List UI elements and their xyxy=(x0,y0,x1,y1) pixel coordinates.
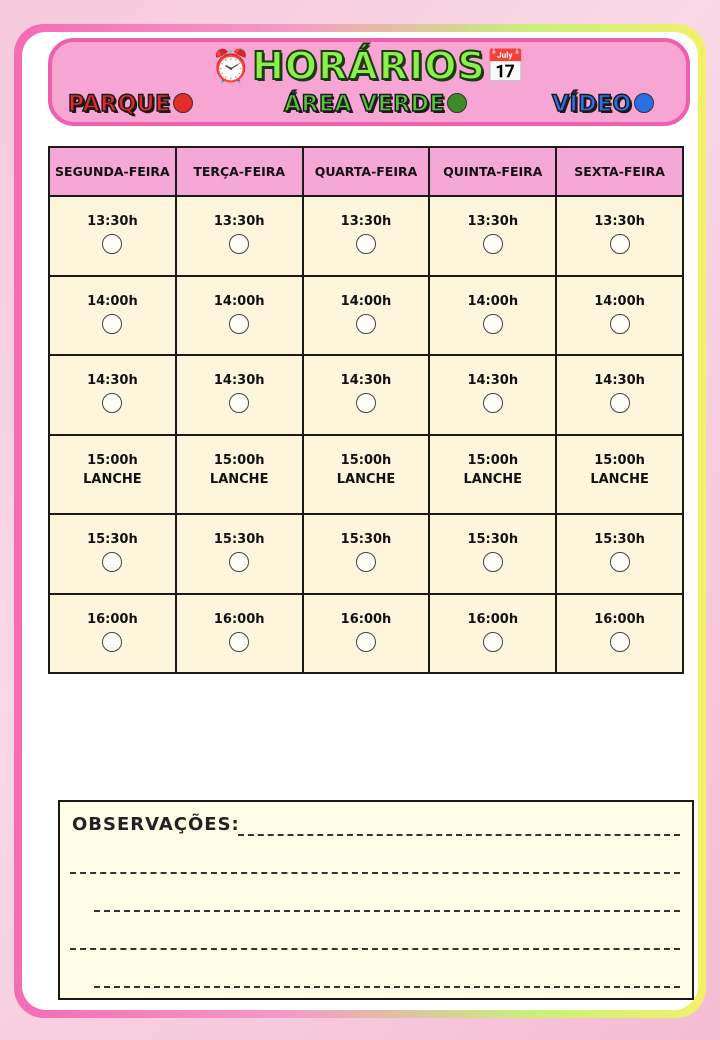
legend-area-verde-label: ÁREA VERDE xyxy=(284,92,445,117)
slot-time: 13:30h xyxy=(340,214,392,229)
schedule-cell xyxy=(49,196,176,276)
slot-note: LANCHE xyxy=(209,471,269,487)
slot-time: 15:30h xyxy=(87,532,138,547)
activity-checkbox[interactable] xyxy=(229,632,249,652)
schedule-cell xyxy=(429,276,556,356)
slot-time: 15:00h xyxy=(87,452,138,468)
slot-time: 14:00h xyxy=(594,293,645,309)
page-content xyxy=(22,32,698,1010)
schedule-table xyxy=(48,146,684,674)
activity-checkbox[interactable] xyxy=(483,632,503,652)
activity-checkbox[interactable] xyxy=(483,552,503,572)
slot-time: 13:30h xyxy=(467,214,519,229)
slot-time: 14:00h xyxy=(213,293,265,309)
slot-time: 14:30h xyxy=(87,373,138,388)
slot-time: 16:00h xyxy=(340,611,392,627)
schedule-cell xyxy=(303,594,430,674)
time-slot-row xyxy=(49,514,683,594)
slot-time: 14:00h xyxy=(467,293,519,309)
legend-video xyxy=(552,92,654,117)
time-slot-row xyxy=(49,276,683,356)
title-text: HORÁRIOS xyxy=(252,44,486,88)
activity-checkbox[interactable] xyxy=(102,314,122,334)
schedule-cell xyxy=(429,355,556,435)
slot-note: LANCHE xyxy=(590,471,649,487)
day-header: TERÇA-FEIRA xyxy=(176,147,303,196)
slot-note: LANCHE xyxy=(463,471,523,487)
slot-time: 15:00h xyxy=(213,452,265,468)
schedule-cell xyxy=(429,514,556,594)
slot-time: 15:30h xyxy=(594,532,645,547)
slot-time: 15:00h xyxy=(340,452,392,468)
calendar-icon: 📅 xyxy=(485,47,527,85)
schedule-cell xyxy=(49,514,176,594)
slot-time: 13:30h xyxy=(213,214,265,229)
activity-checkbox[interactable] xyxy=(610,393,630,413)
notes-box xyxy=(58,800,694,1000)
activity-checkbox[interactable] xyxy=(229,314,249,334)
slot-time: 14:30h xyxy=(213,373,265,388)
activity-checkbox[interactable] xyxy=(229,393,249,413)
schedule-cell xyxy=(176,514,303,594)
schedule-cell xyxy=(429,196,556,276)
notes-label xyxy=(72,814,240,835)
schedule-cell xyxy=(429,594,556,674)
slot-time: 14:30h xyxy=(467,373,519,388)
schedule-cell xyxy=(176,594,303,674)
activity-checkbox[interactable] xyxy=(356,234,376,254)
slot-time: 14:00h xyxy=(87,293,138,309)
schedule-cell xyxy=(176,196,303,276)
activity-checkbox[interactable] xyxy=(610,314,630,334)
day-header: SEXTA-FEIRA xyxy=(556,147,683,196)
schedule-cell xyxy=(176,435,303,515)
schedule-cell xyxy=(303,196,430,276)
alarm-clock-icon: ⏰ xyxy=(211,47,253,85)
activity-checkbox[interactable] xyxy=(102,552,122,572)
time-slot-row xyxy=(49,355,683,435)
slot-time: 15:00h xyxy=(467,452,519,468)
day-header: SEGUNDA-FEIRA xyxy=(49,147,176,196)
schedule-cell xyxy=(556,435,683,515)
activity-checkbox[interactable] xyxy=(356,632,376,652)
activity-checkbox[interactable] xyxy=(229,552,249,572)
schedule-cell xyxy=(556,355,683,435)
notes-line[interactable] xyxy=(94,986,680,988)
time-slot-row xyxy=(49,196,683,276)
activity-checkbox[interactable] xyxy=(102,234,122,254)
slot-time: 16:00h xyxy=(594,611,645,627)
slot-time: 13:30h xyxy=(594,214,645,229)
schedule-cell xyxy=(49,594,176,674)
activity-checkbox[interactable] xyxy=(356,552,376,572)
activity-checkbox[interactable] xyxy=(102,632,122,652)
slot-time: 14:30h xyxy=(340,373,392,388)
schedule-cell xyxy=(556,276,683,356)
slot-time: 13:30h xyxy=(87,214,138,229)
activity-checkbox[interactable] xyxy=(610,632,630,652)
activity-checkbox[interactable] xyxy=(102,393,122,413)
schedule-cell xyxy=(49,276,176,356)
notes-label-text: OBSERVAÇÕES: xyxy=(72,814,240,835)
schedule-cell xyxy=(556,514,683,594)
green-dot-brush-icon xyxy=(447,93,467,113)
slot-time: 15:30h xyxy=(213,532,265,547)
slot-note: LANCHE xyxy=(336,471,396,487)
red-dot-brush-icon xyxy=(173,93,193,113)
slot-time: 16:00h xyxy=(87,611,138,627)
time-slot-row xyxy=(49,594,683,674)
slot-time: 14:30h xyxy=(594,373,645,388)
header-banner xyxy=(48,38,690,126)
activity-checkbox[interactable] xyxy=(356,393,376,413)
day-header: QUINTA-FEIRA xyxy=(429,147,556,196)
schedule-cell xyxy=(176,355,303,435)
schedule-cell xyxy=(49,435,176,515)
notes-line[interactable] xyxy=(94,910,680,912)
slot-note: LANCHE xyxy=(83,471,142,487)
activity-checkbox[interactable] xyxy=(356,314,376,334)
day-header: QUARTA-FEIRA xyxy=(303,147,430,196)
legend-area-verde xyxy=(284,92,467,117)
activity-checkbox[interactable] xyxy=(483,393,503,413)
legend-parque-label: PARQUE xyxy=(68,92,171,117)
slot-time: 16:00h xyxy=(467,611,519,627)
time-slot-row xyxy=(49,435,683,515)
schedule-cell xyxy=(49,355,176,435)
notes-line[interactable] xyxy=(238,834,680,836)
day-header-row xyxy=(49,147,683,196)
slot-time: 14:00h xyxy=(340,293,392,309)
schedule-cell xyxy=(556,594,683,674)
activity-checkbox[interactable] xyxy=(610,552,630,572)
schedule-cell xyxy=(303,276,430,356)
schedule-cell xyxy=(556,196,683,276)
slot-time: 16:00h xyxy=(213,611,265,627)
activity-checkbox[interactable] xyxy=(229,234,249,254)
page-frame xyxy=(14,24,706,1018)
page-title xyxy=(52,44,686,88)
schedule-cell xyxy=(429,435,556,515)
blue-dot-brush-icon xyxy=(634,93,654,113)
schedule-cell xyxy=(303,355,430,435)
activity-checkbox[interactable] xyxy=(610,234,630,254)
schedule-cell xyxy=(303,435,430,515)
legend-parque xyxy=(68,92,193,117)
schedule-cell xyxy=(176,276,303,356)
schedule-cell xyxy=(303,514,430,594)
slot-time: 15:30h xyxy=(340,532,392,547)
notes-line[interactable] xyxy=(70,948,680,950)
legend-video-label: VÍDEO xyxy=(552,92,632,117)
notes-line[interactable] xyxy=(70,872,680,874)
activity-checkbox[interactable] xyxy=(483,314,503,334)
schedule-body xyxy=(49,196,683,673)
slot-time: 15:00h xyxy=(594,452,645,468)
activity-checkbox[interactable] xyxy=(483,234,503,254)
slot-time: 15:30h xyxy=(467,532,519,547)
